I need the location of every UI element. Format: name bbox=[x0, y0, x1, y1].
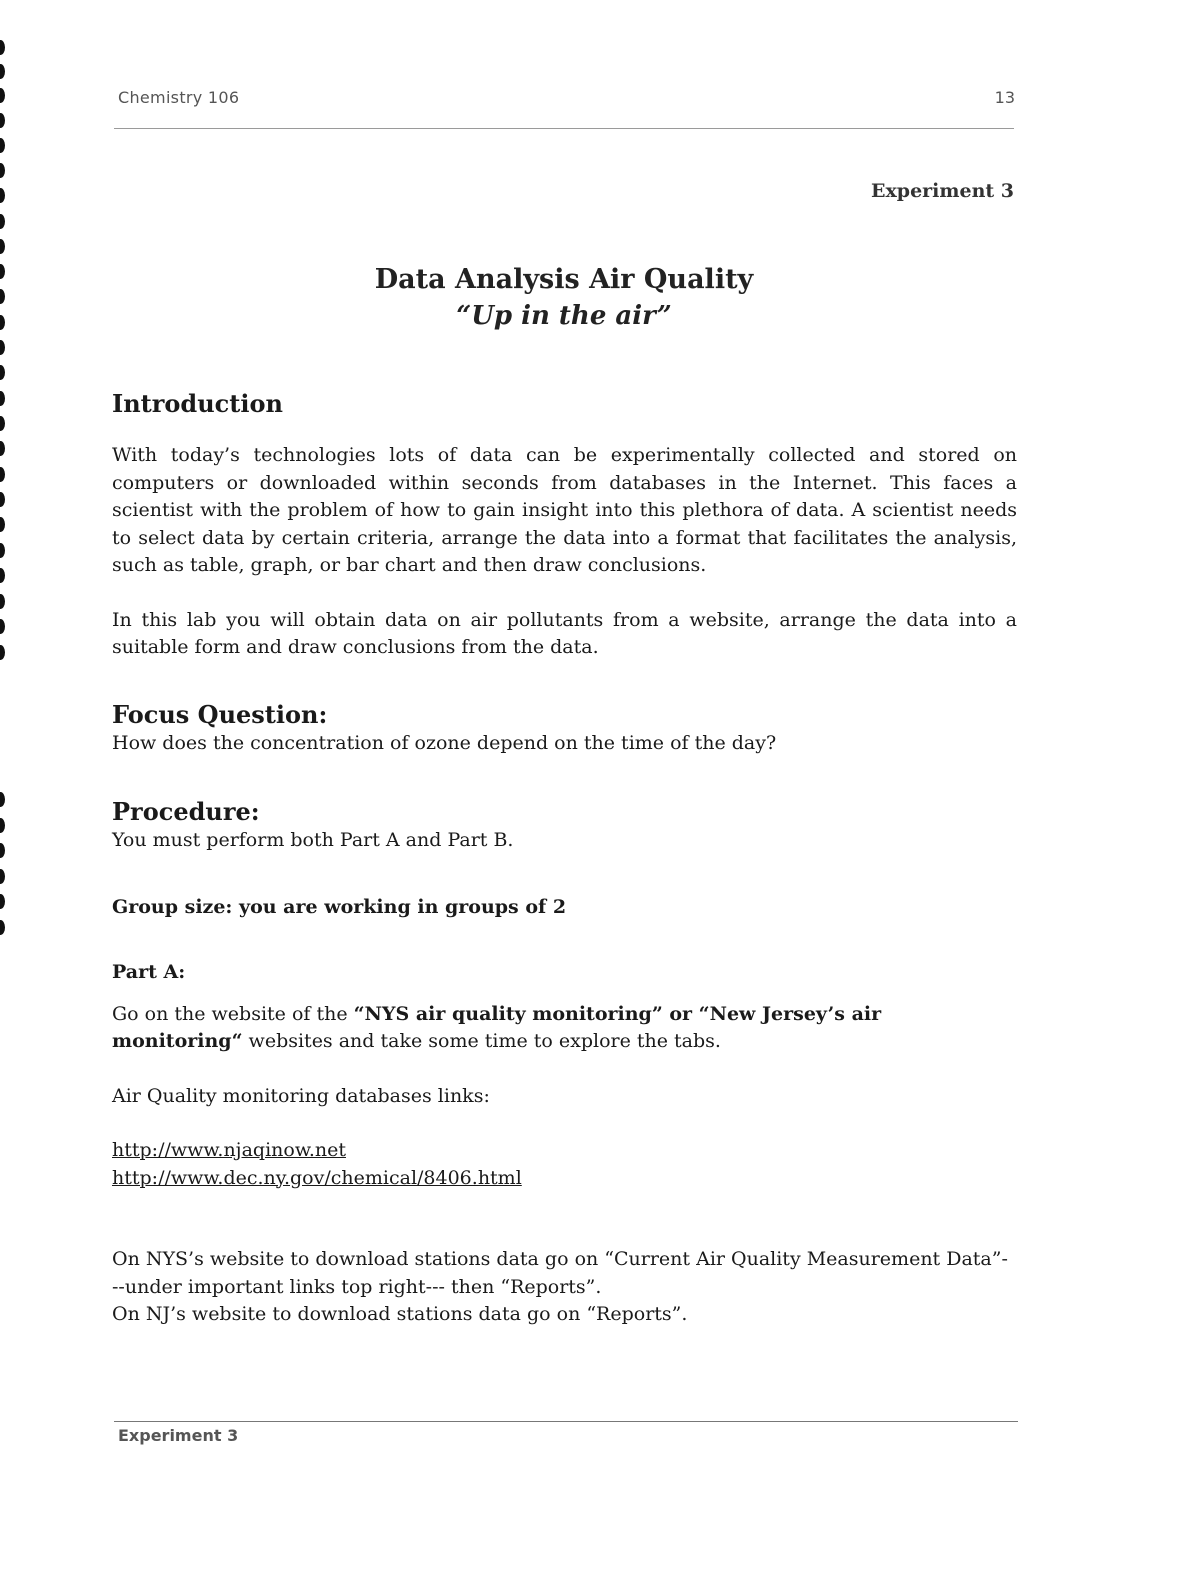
page-title: Data Analysis Air Quality bbox=[374, 264, 754, 295]
dec-ny-link[interactable]: http://www.dec.ny.gov/chemical/8406.html bbox=[112, 1166, 522, 1189]
binder-mark bbox=[0, 40, 5, 55]
binder-mark bbox=[0, 441, 5, 456]
binder-mark bbox=[0, 88, 5, 103]
procedure-text: You must perform both Part A and Part B. bbox=[112, 829, 514, 851]
binder-mark bbox=[0, 64, 5, 79]
binder-mark bbox=[0, 416, 5, 431]
document-body bbox=[112, 388, 1017, 1329]
binder-mark bbox=[0, 315, 5, 330]
nj-instructions: On NJ’s website to download stations data go on “Reports”. bbox=[112, 1303, 688, 1325]
binder-edge bbox=[0, 0, 14, 1595]
binder-mark bbox=[0, 869, 5, 884]
binder-mark bbox=[0, 239, 5, 254]
binder-mark bbox=[0, 289, 5, 304]
binder-mark bbox=[0, 619, 5, 634]
binder-mark bbox=[0, 792, 5, 807]
binder-mark bbox=[0, 818, 5, 833]
part-a-text: Go on the website of the bbox=[112, 1002, 354, 1025]
title-block bbox=[114, 262, 1014, 334]
nys-instructions bbox=[112, 1246, 1017, 1301]
binder-mark bbox=[0, 492, 5, 507]
site-names: “NYS air quality monitoring” or “New Jersey’s air monitoring“ bbox=[112, 1002, 882, 1052]
running-header bbox=[118, 88, 1015, 112]
focus-question-text: How does the concentration of ozone depend on the time of the day? bbox=[112, 731, 777, 754]
binder-mark bbox=[0, 568, 5, 583]
binder-mark bbox=[0, 113, 5, 128]
experiment-label: Experiment 3 bbox=[870, 180, 1014, 202]
binder-mark bbox=[0, 894, 5, 909]
course-name: Chemistry 106 bbox=[118, 88, 240, 107]
header-divider bbox=[114, 128, 1014, 129]
binder-mark bbox=[0, 645, 5, 660]
binder-mark bbox=[0, 391, 5, 406]
part-a-instructions bbox=[112, 1001, 1017, 1056]
binder-mark bbox=[0, 543, 5, 558]
binder-mark bbox=[0, 163, 5, 178]
part-a-text: websites and take some time to explore the tabs. bbox=[242, 1030, 721, 1052]
links-list bbox=[112, 1137, 1017, 1192]
binder-mark bbox=[0, 467, 5, 482]
binder-mark bbox=[0, 594, 5, 609]
footer-divider bbox=[114, 1421, 1018, 1422]
binder-mark bbox=[0, 214, 5, 229]
nys-instructions-line: --under important links top right--- then “Reports”. bbox=[112, 1275, 602, 1298]
introduction-paragraph: With today’s technologies lots of data can be experimentally collected and stored on computers or downloaded within seconds from databases in the Internet. This faces a scientist with the problem of how to gain insight into this plethora of data. A scientist needs to select data by certain criteria, arrange the data into a format that facilitates the analysis, such as table, graph, or bar chart and then draw conclusions. bbox=[112, 444, 1017, 576]
nys-instructions-line: On NYS’s website to download stations data go on “Current Air Quality Measurement Data”- bbox=[112, 1248, 1008, 1270]
footer-label: Experiment 3 bbox=[118, 1426, 239, 1445]
binder-mark bbox=[0, 365, 5, 380]
binder-mark bbox=[0, 843, 5, 858]
group-size-text: Group size: you are working in groups of 2 bbox=[112, 895, 567, 918]
procedure-heading: Procedure: bbox=[112, 797, 260, 826]
page-number: 13 bbox=[994, 88, 1015, 107]
part-a-heading: Part A: bbox=[112, 961, 186, 983]
introduction-heading: Introduction bbox=[112, 389, 283, 418]
njaqinow-link[interactable]: http://www.njaqinow.net bbox=[112, 1139, 346, 1161]
binder-mark bbox=[0, 340, 5, 355]
links-label: Air Quality monitoring databases links: bbox=[112, 1084, 490, 1107]
introduction-paragraph: In this lab you will obtain data on air pollutants from a website, arrange the data into a suitable form and draw conclusions from the data. bbox=[112, 608, 1017, 658]
binder-mark bbox=[0, 264, 5, 279]
page-subtitle: “Up in the air” bbox=[456, 301, 672, 331]
binder-mark bbox=[0, 517, 5, 532]
binder-mark bbox=[0, 188, 5, 203]
binder-mark bbox=[0, 920, 5, 935]
binder-mark bbox=[0, 138, 5, 153]
focus-question-heading: Focus Question: bbox=[112, 699, 328, 729]
